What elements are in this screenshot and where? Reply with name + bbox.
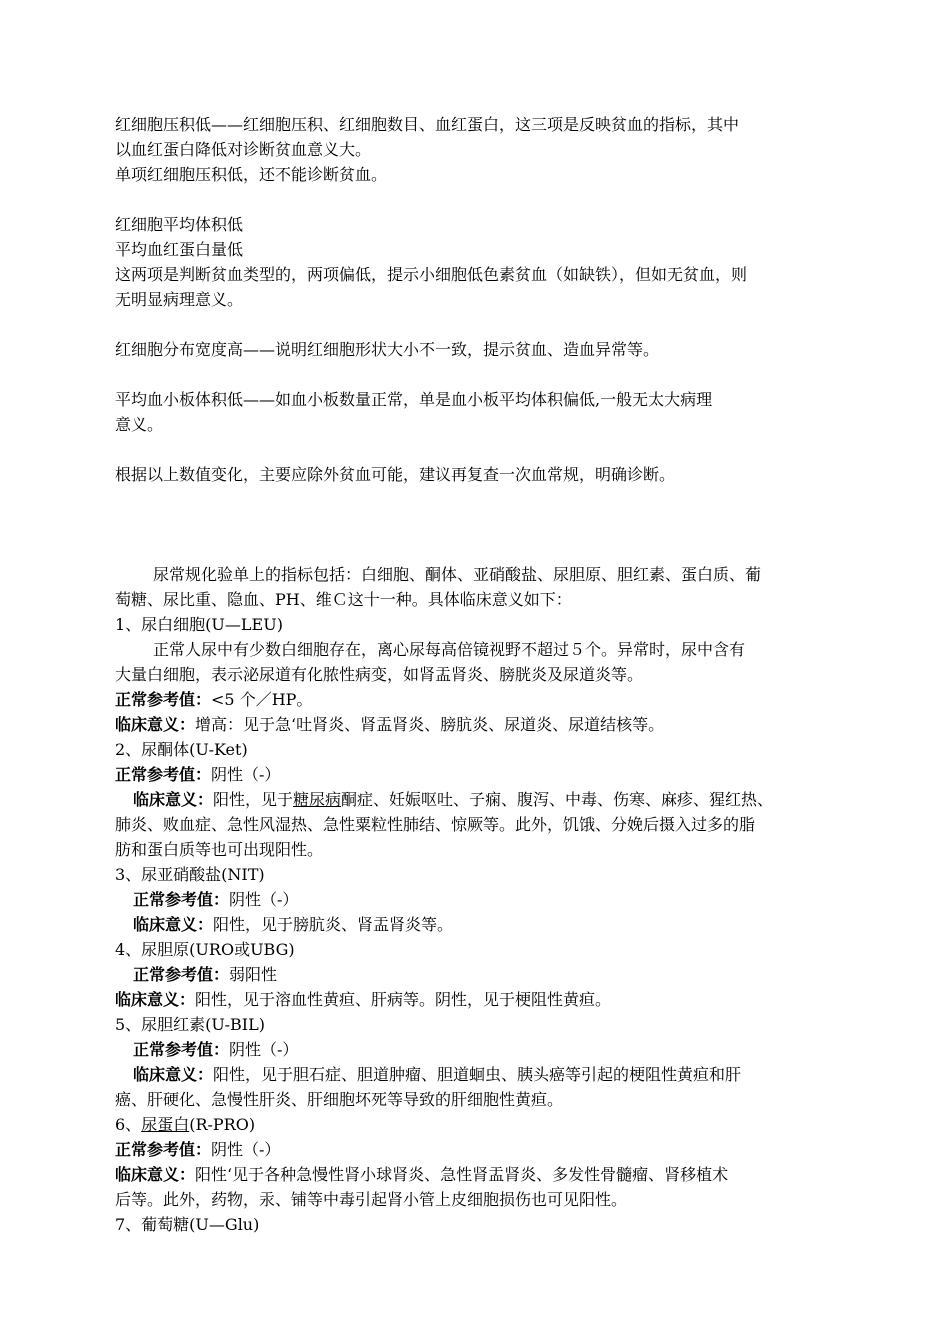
reference-value: 阴性（-） [211, 765, 281, 784]
clinical-label: 临床意义： [115, 990, 196, 1009]
clinical-row [115, 712, 664, 737]
reference-row [133, 887, 298, 912]
section-heading: 2、尿酮体(U-Ket) [115, 740, 248, 759]
reference-value: <5 个／HP。 [211, 690, 313, 709]
section-heading: 5、尿胆红素(U-BIL) [115, 1015, 265, 1034]
paragraph-line: 肪和蛋白质等也可出现阳性。 [115, 840, 324, 859]
reference-row [133, 1037, 298, 1062]
clinical-label: 临床意义： [133, 1065, 214, 1084]
reference-row [133, 962, 277, 987]
reference-value: 阴性（-） [229, 1040, 299, 1059]
paragraph-line: 这两项是判断贫血类型的，两项偏低，提示小细胞低色素贫血（如缺铁），但如无贫血，则 [115, 265, 748, 284]
paragraph-line: 无明显病理意义。 [115, 290, 244, 309]
reference-label: 正常参考值： [133, 965, 230, 984]
reference-label: 正常参考值： [115, 765, 212, 784]
reference-label: 正常参考值： [115, 690, 212, 709]
paragraph-line: 癌、肝硬化、急慢性肝炎、肝细胞坏死等导致的肝细胞性黄疸。 [115, 1090, 564, 1109]
reference-row [115, 687, 312, 712]
clinical-value: 阳性，见于溶血性黄疸、肝病等。阴性，见于梗阻性黄疸。 [195, 990, 612, 1009]
reference-value: 阴性（-） [229, 890, 299, 909]
clinical-row [133, 912, 453, 937]
section-heading: 3、尿亚硝酸盐(NIT) [115, 865, 265, 884]
reference-row [115, 1137, 280, 1162]
clinical-value: 阳性，见于胆石症、胆道肿瘤、胆道蛔虫、胰头癌等引起的梗阻性黄疸和肝 [213, 1065, 742, 1084]
paragraph-line: 后等。此外，药物，汞、铺等中毒引起肾小管上皮细胞损伤也可见阳性。 [115, 1190, 628, 1209]
section-heading: 4、尿胆原(URO或UBG) [115, 940, 295, 959]
paragraph-line: 红细胞分布宽度高——说明红细胞形状大小不一致，提示贫血、造血异常等。 [115, 340, 660, 359]
clinical-label: 临床意义： [133, 790, 214, 809]
paragraph-line: 尿常规化验单上的指标包括：白细胞、酮体、亚硝酸盐、尿胆原、胆红素、蛋白质、葡 [153, 565, 762, 584]
paragraph-line: 红细胞平均体积低 [115, 215, 244, 234]
reference-value: 阴性（-） [211, 1140, 281, 1159]
section-code: (R-PRO) [189, 1115, 256, 1134]
clinical-row [115, 1162, 728, 1187]
reference-row [115, 762, 280, 787]
section-number: 6、 [115, 1115, 142, 1134]
paragraph-line: 平均血小板体积低——如血小板数量正常，单是血小板平均体积偏低,一般无太大病理 [115, 390, 713, 409]
clinical-row [133, 1062, 741, 1087]
clinical-label: 临床意义： [133, 915, 214, 934]
paragraph-line: 平均血红蛋白量低 [115, 240, 244, 259]
clinical-value: 阳性‘见于各种急慢性肾小球肾炎、急性肾盂肾炎、多发性骨髓瘤、肾移植术 [195, 1165, 729, 1184]
paragraph-line: 正常人尿中有少数白细胞存在，离心尿每高倍镜视野不超过５个。异常时，尿中含有 [153, 640, 746, 659]
paragraph-line: 大量白细胞，表示泌尿道有化脓性病变，如肾盂肾炎、膀胱炎及尿道炎等。 [115, 665, 644, 684]
paragraph-line: 根据以上数值变化，主要应除外贫血可能，建议再复查一次血常规，明确诊断。 [115, 465, 676, 484]
paragraph-line: 以血红蛋白降低对诊断贫血意义大。 [115, 140, 372, 159]
paragraph-line: 肺炎、败血症、急性风湿热、急性粟粒性肺结、惊厥等。此外，饥饿、分娩后摄入过多的脂 [115, 815, 756, 834]
clinical-value: 酮症、妊娠呕吐、子痫、腹泻、中毒、伤寒、麻疹、猩红热、 [341, 790, 774, 809]
reference-label: 正常参考值： [115, 1140, 212, 1159]
paragraph-line: 萄糖、尿比重、隐血、PH、维Ｃ这十一种。具体临床意义如下： [115, 590, 572, 609]
clinical-value: 阳性，见于膀肮炎、肾盂肾炎等。 [213, 915, 454, 934]
clinical-row [115, 987, 611, 1012]
section-heading: 1、尿白细胞(U—LEU) [115, 615, 283, 634]
urine-protein-link[interactable]: 尿蛋白 [141, 1115, 190, 1134]
section-heading [115, 1112, 255, 1137]
clinical-value: 阳性，见于 [213, 790, 294, 809]
clinical-value: 增高：见于急‘吐肾炎、肾盂肾炎、膀肮炎、尿道炎、尿道结核等。 [195, 715, 665, 734]
clinical-row [133, 787, 773, 812]
clinical-label: 临床意义： [115, 715, 196, 734]
clinical-label: 临床意义： [115, 1165, 196, 1184]
reference-label: 正常参考值： [133, 1040, 230, 1059]
paragraph-line: 红细胞压积低——红细胞压积、红细胞数目、血红蛋白，这三项是反映贫血的指标，其中 [115, 115, 740, 134]
paragraph-line: 单项红细胞压积低，还不能诊断贫血。 [115, 165, 388, 184]
section-heading: 7、葡萄糖(U—Glu) [115, 1215, 260, 1234]
diabetes-link[interactable]: 糖尿病 [293, 790, 342, 809]
paragraph-line: 意义。 [115, 415, 164, 434]
reference-value: 弱阳性 [229, 965, 278, 984]
reference-label: 正常参考值： [133, 890, 230, 909]
